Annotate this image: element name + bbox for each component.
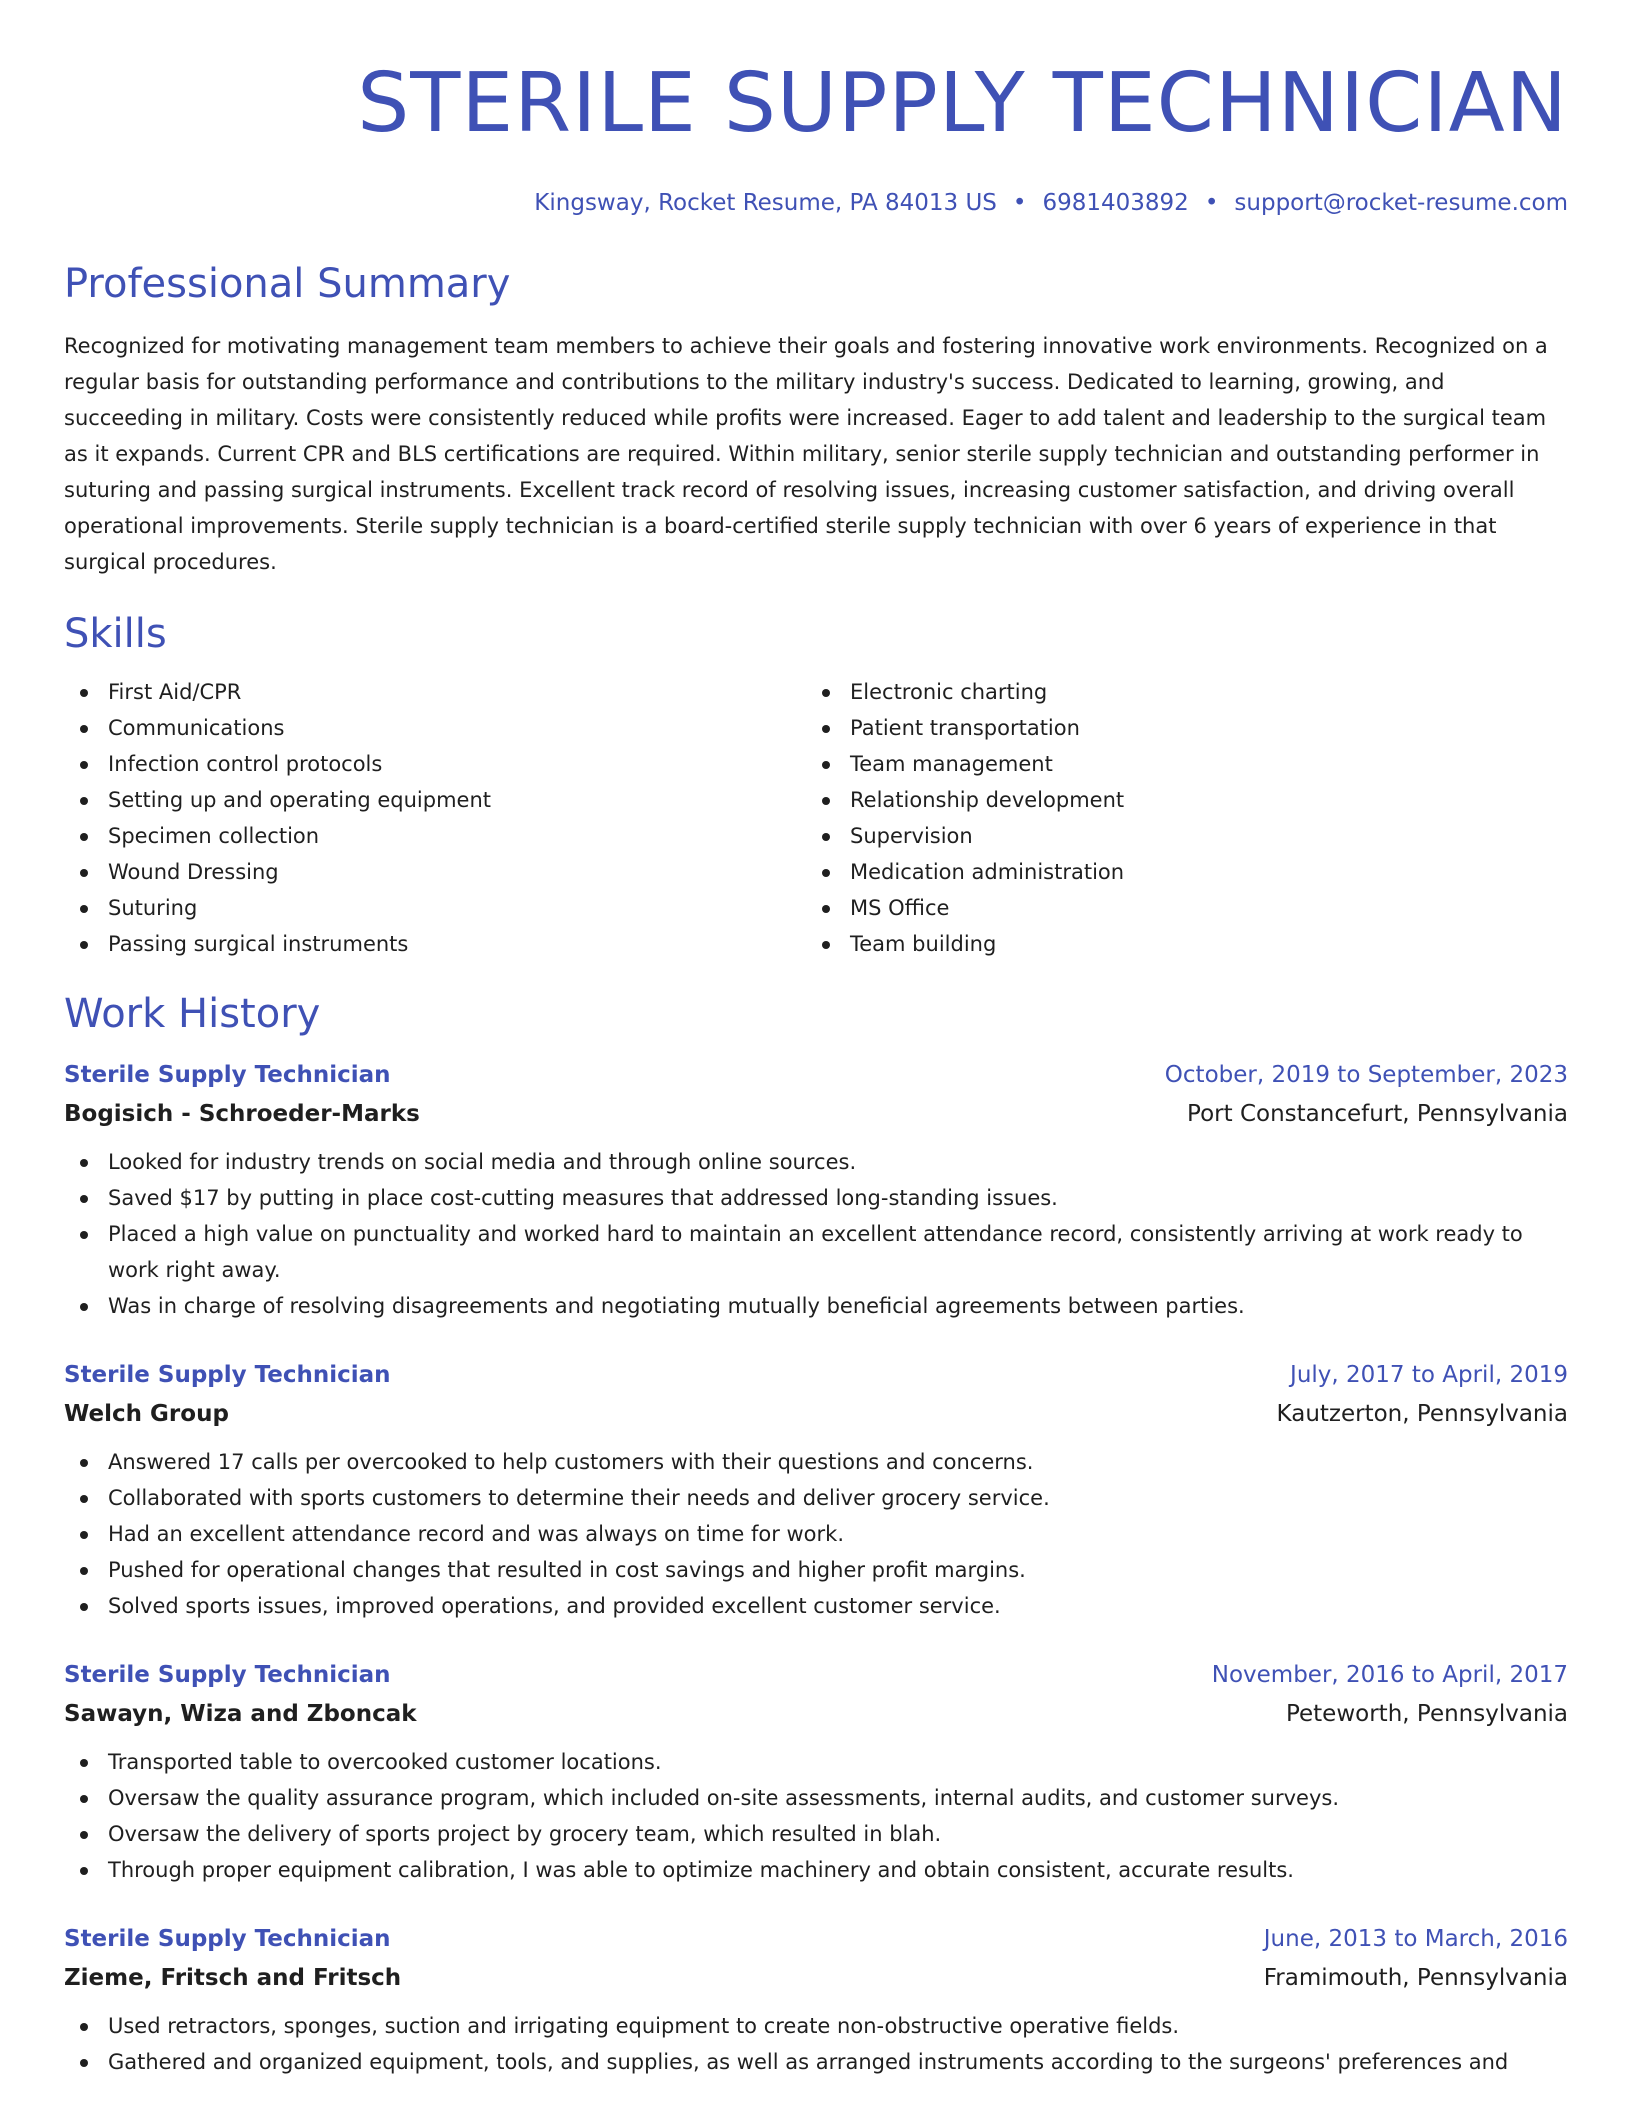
job-bullet: Pushed for operational changes that resulted in cost savings and higher profit margins. xyxy=(64,1552,1568,1588)
job-entry xyxy=(64,1356,1568,1624)
job-company: Welch Group xyxy=(64,1401,229,1427)
summary-text: Recognized for motivating management team members to achieve their goals and fostering innovative work environments. Recognized on a regular basis for outstanding performance and contributions to the military industry's success. Dedicated to learning, growing, and succeeding in military. Costs were consistently reduced while profits were increased. Eager to add talent and leadership to the surgical team as it expands. Current CPR and BLS certifications are required. Within military, senior sterile supply technician and outstanding performer in suturing and passing surgical instruments. Excellent track record of resolving issues, increasing customer satisfaction, and driving overall operational improvements. Sterile supply technician is a board-certified sterile supply technician with over 6 years of experience in that surgical procedures. xyxy=(64,334,1548,574)
job-entry xyxy=(64,1656,1568,1888)
contact-line xyxy=(64,188,1568,218)
address: Kingsway, Rocket Resume, PA 84013 US xyxy=(534,190,997,216)
skill-item: Passing surgical instruments xyxy=(64,926,806,962)
job-location: Port Constancefurt, Pennsylvania xyxy=(1187,1101,1568,1127)
job-entry xyxy=(64,1056,1568,1324)
job-location: Kautzerton, Pennsylvania xyxy=(1276,1401,1568,1427)
separator-dot: • xyxy=(1012,190,1027,216)
job-company: Zieme, Fritsch and Fritsch xyxy=(64,1965,402,1991)
skills-column-right xyxy=(806,674,1548,962)
job-bullet: Looked for industry trends on social media and through online sources. xyxy=(64,1144,1568,1180)
skill-item: Electronic charting xyxy=(806,674,1548,710)
candidate-title: STERILE SUPPLY TECHNICIAN xyxy=(357,56,1568,151)
job-dates: November, 2016 to April, 2017 xyxy=(1211,1662,1568,1688)
separator-dot: • xyxy=(1204,190,1219,216)
job-bullet: Oversaw the delivery of sports project by grocery team, which resulted in blah. xyxy=(64,1816,1568,1852)
skill-item: Setting up and operating equipment xyxy=(64,782,806,818)
job-bullet: Through proper equipment calibration, I was able to optimize machinery and obtain consistent, accurate results. xyxy=(64,1852,1568,1888)
skill-item: First Aid/CPR xyxy=(64,674,806,710)
job-title: Sterile Supply Technician xyxy=(64,1926,391,1952)
job-bullet: Gathered and organized equipment, tools, and supplies, as well as arranged instruments according to the surgeons' preferences and xyxy=(64,2044,1568,2080)
job-title: Sterile Supply Technician xyxy=(64,1062,391,1088)
job-dates: June, 2013 to March, 2016 xyxy=(1263,1926,1568,1952)
skill-item: Relationship development xyxy=(806,782,1548,818)
skill-item: Communications xyxy=(64,710,806,746)
skill-item: Suturing xyxy=(64,890,806,926)
section-title-skills: Skills xyxy=(64,611,167,657)
skill-item: Medication administration xyxy=(806,854,1548,890)
job-location: Peteworth, Pennsylvania xyxy=(1285,1701,1568,1727)
skill-item: Infection control protocols xyxy=(64,746,806,782)
job-bullet: Saved $17 by putting in place cost-cutting measures that addressed long-standing issues. xyxy=(64,1180,1568,1216)
section-title-summary: Professional Summary xyxy=(64,261,511,307)
skill-item: MS Office xyxy=(806,890,1548,926)
job-bullet: Had an excellent attendance record and was always on time for work. xyxy=(64,1516,1568,1552)
skill-item: Patient transportation xyxy=(806,710,1548,746)
job-entry xyxy=(64,1920,1568,2080)
job-company: Sawayn, Wiza and Zboncak xyxy=(64,1701,417,1727)
job-bullet: Answered 17 calls per overcooked to help customers with their questions and concerns. xyxy=(64,1444,1568,1480)
skill-item: Wound Dressing xyxy=(64,854,806,890)
job-bullet: Used retractors, sponges, suction and irrigating equipment to create non-obstructive operative fields. xyxy=(64,2008,1568,2044)
job-bullet: Oversaw the quality assurance program, which included on-site assessments, internal audits, and customer surveys. xyxy=(64,1780,1568,1816)
phone: 6981403892 xyxy=(1042,190,1189,216)
skill-item: Supervision xyxy=(806,818,1548,854)
resume-header xyxy=(64,0,1568,218)
job-bullet: Placed a high value on punctuality and worked hard to maintain an excellent attendance record, consistently arriving at work ready to work right away. xyxy=(64,1216,1568,1288)
job-bullet: Collaborated with sports customers to determine their needs and deliver grocery service. xyxy=(64,1480,1568,1516)
job-bullet: Transported table to overcooked customer locations. xyxy=(64,1744,1568,1780)
skill-item: Team building xyxy=(806,926,1548,962)
skills-list xyxy=(64,674,1568,962)
section-title-work-history: Work History xyxy=(64,991,321,1037)
job-location: Framimouth, Pennsylvania xyxy=(1263,1965,1568,1991)
job-title: Sterile Supply Technician xyxy=(64,1662,391,1688)
job-dates: July, 2017 to April, 2019 xyxy=(1290,1362,1568,1388)
job-bullet: Was in charge of resolving disagreements and negotiating mutually beneficial agreements between parties. xyxy=(64,1288,1568,1324)
job-title: Sterile Supply Technician xyxy=(64,1362,391,1388)
email-link[interactable]: support@rocket-resume.com xyxy=(1234,190,1568,216)
job-dates: October, 2019 to September, 2023 xyxy=(1164,1062,1568,1088)
skill-item: Specimen collection xyxy=(64,818,806,854)
job-company: Bogisich - Schroeder-Marks xyxy=(64,1101,420,1127)
job-bullet: Solved sports issues, improved operations, and provided excellent customer service. xyxy=(64,1588,1568,1624)
skill-item: Team management xyxy=(806,746,1548,782)
skills-column-left xyxy=(64,674,806,962)
